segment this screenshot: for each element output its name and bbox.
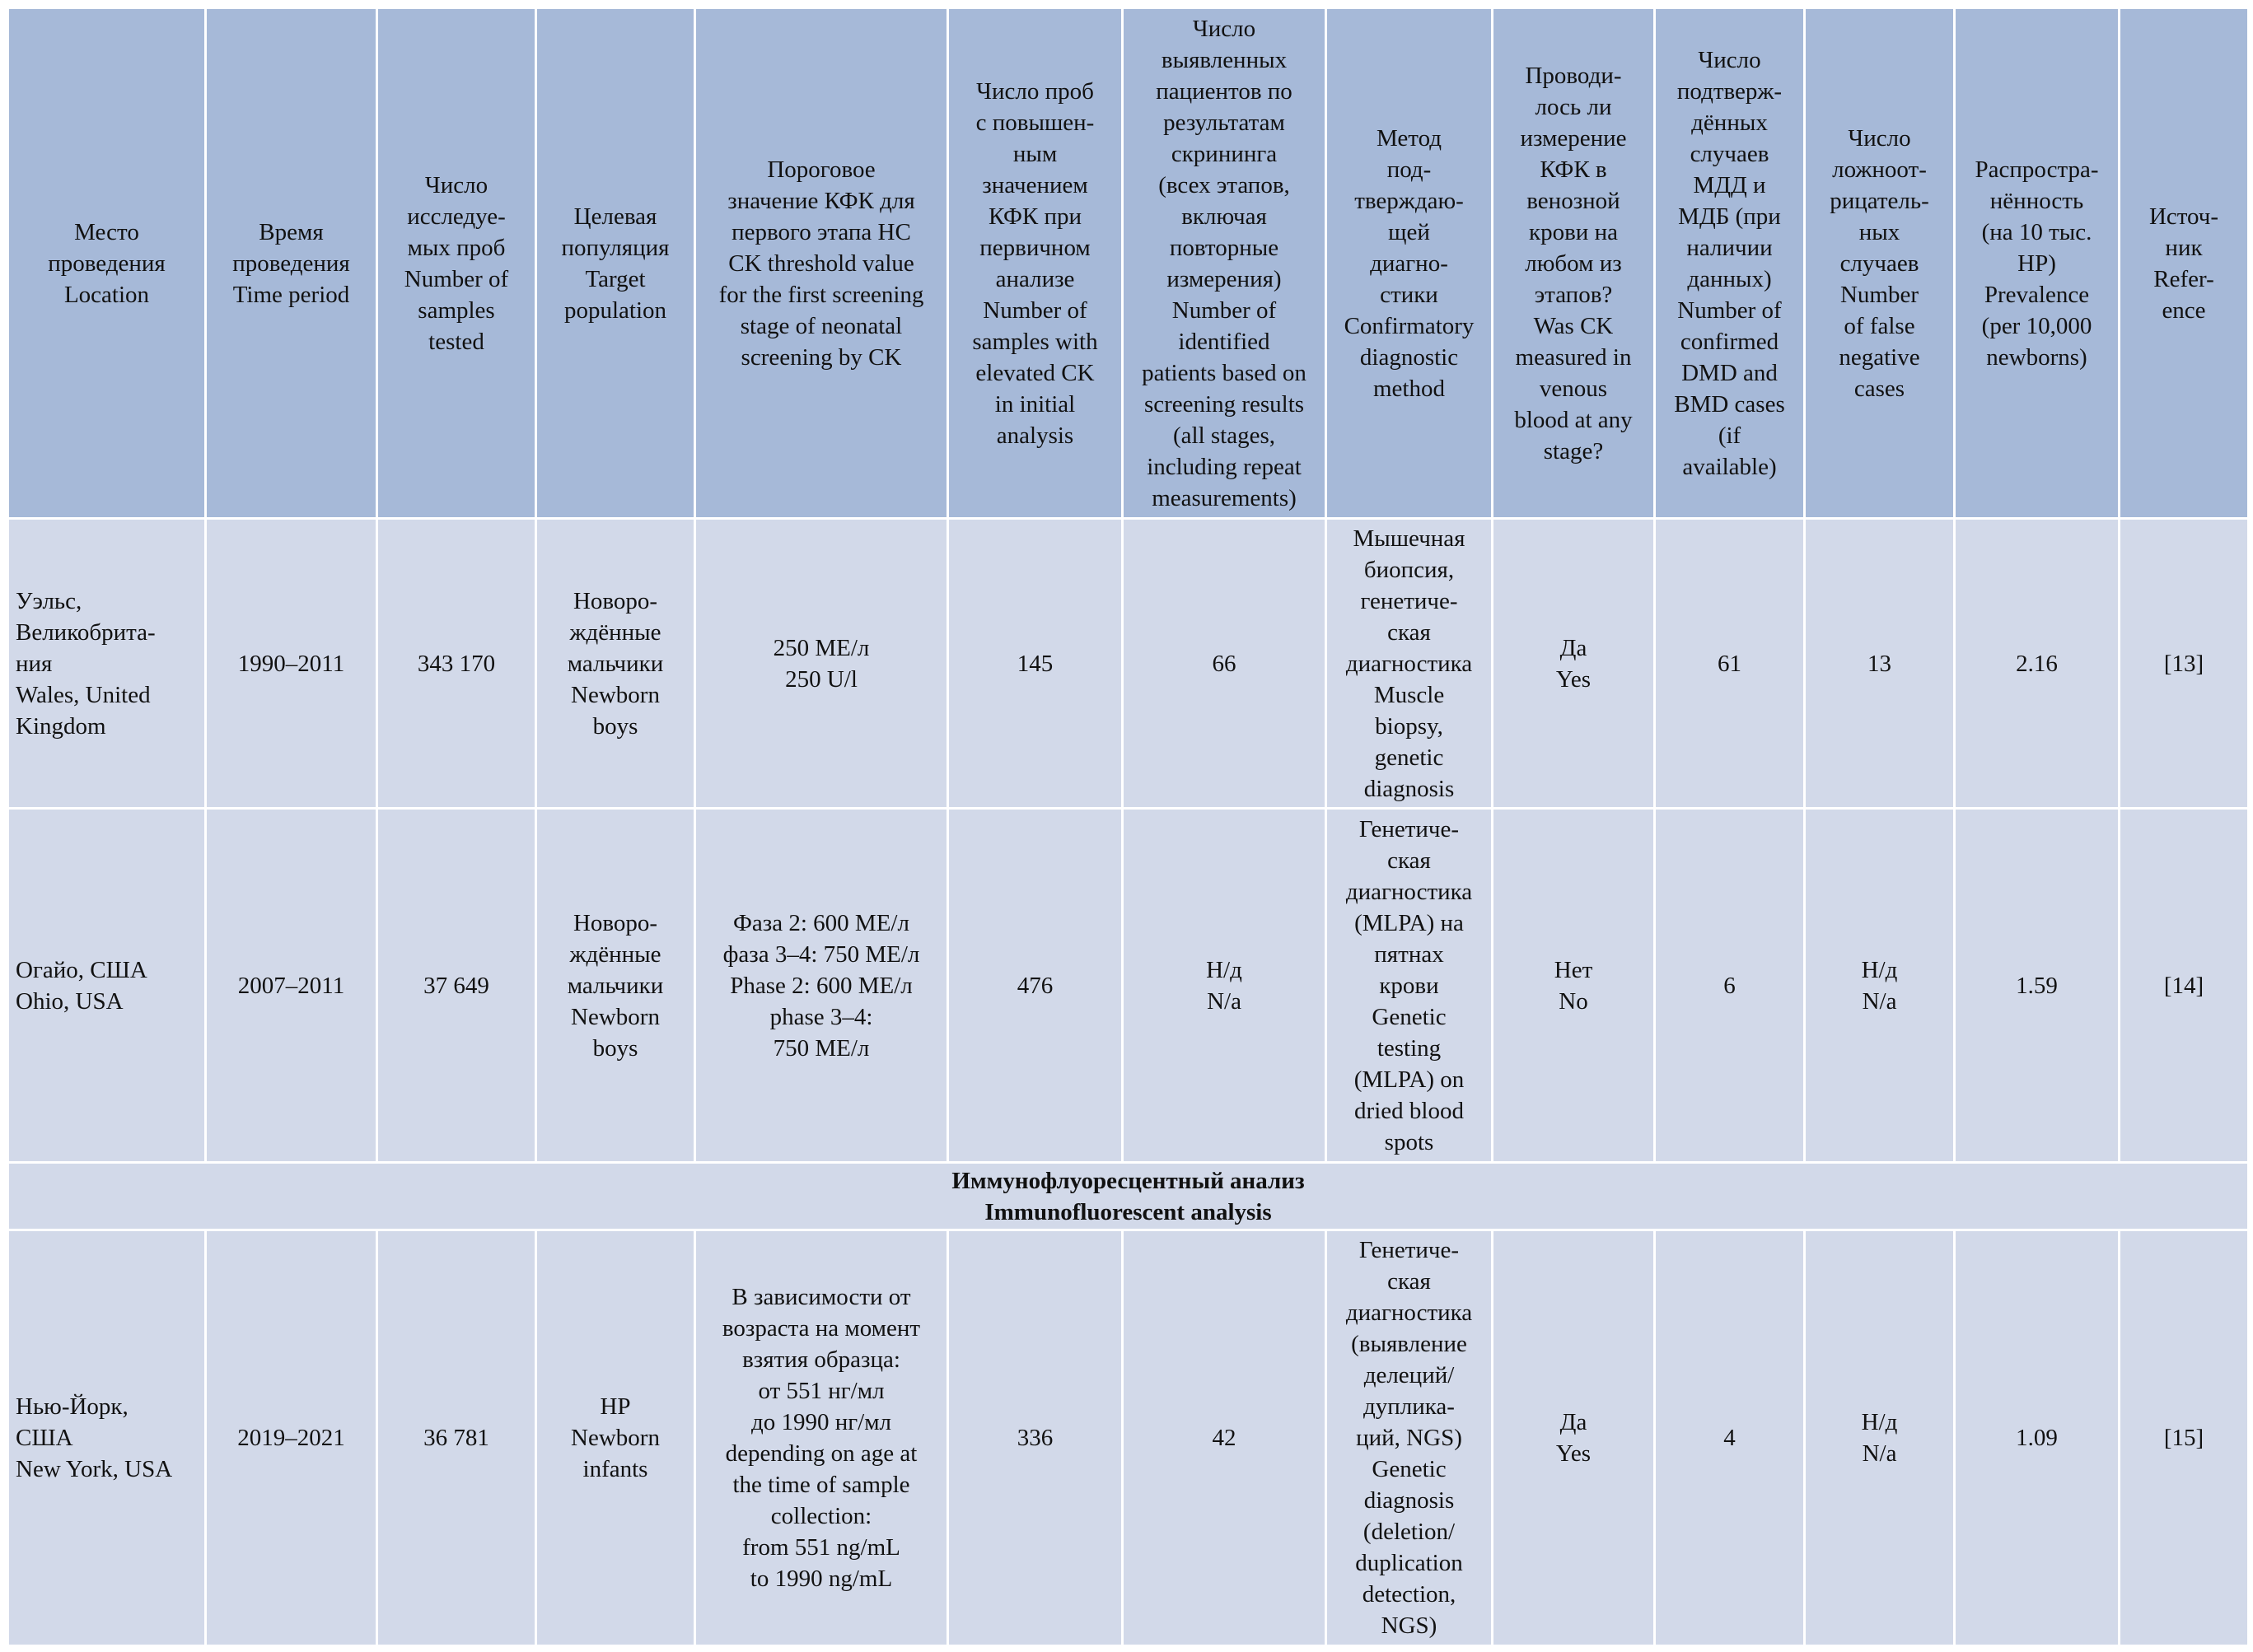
cell-false-negative: 13 <box>1805 519 1955 809</box>
header-confirmed-cases: Число подтверж- дённых случаев МДД и МДБ (при наличии данных) Number of confirmed DMD and BMD cases (if available) <box>1655 8 1805 519</box>
data-table-container <box>7 7 2247 1647</box>
header-elevated-ck: Число проб с повышен- ным значением КФК при первичном анализе Number of samples with elevated CK in initial analysis <box>948 8 1123 519</box>
cell-elevated: 145 <box>948 519 1123 809</box>
cell-identified: Н/д N/a <box>1123 809 1326 1163</box>
header-venous-ck: Проводи- лось ли измерение КФК в венозной крови на любом из этапов? Was CK measured in venous blood at any stage? <box>1493 8 1655 519</box>
header-row <box>8 8 2249 519</box>
header-time-period: Время проведения Time period <box>206 8 377 519</box>
cell-venous: Нет No <box>1493 809 1655 1163</box>
cell-reference: [13] <box>2120 519 2249 809</box>
section-header-row <box>8 1163 2249 1230</box>
table-row <box>8 519 2249 809</box>
cell-threshold: В зависимости от возраста на момент взятия образца: от 551 нг/мл до 1990 нг/мл depending on age at the time of sample collection: from 551 ng/mL to 1990 ng/mL <box>695 1230 948 1646</box>
screening-table <box>7 7 2250 1647</box>
cell-threshold: 250 МЕ/л 250 U/l <box>695 519 948 809</box>
cell-confirmed: 61 <box>1655 519 1805 809</box>
cell-confirmed: 6 <box>1655 809 1805 1163</box>
cell-venous: Да Yes <box>1493 1230 1655 1646</box>
cell-identified: 42 <box>1123 1230 1326 1646</box>
header-false-negatives: Число ложноот- рицатель- ных случаев Number of false negative cases <box>1805 8 1955 519</box>
cell-samples: 343 170 <box>377 519 536 809</box>
cell-samples: 36 781 <box>377 1230 536 1646</box>
header-identified-patients: Число выявленных пациентов по результатам скрининга (всех этапов, включая повторные измерения) Number of identified patients based on screening results (all stages, including repeat measurements) <box>1123 8 1326 519</box>
header-location: Место проведения Location <box>8 8 206 519</box>
cell-period: 1990–2011 <box>206 519 377 809</box>
cell-location: Нью-Йорк, США New York, USA <box>8 1230 206 1646</box>
cell-false-negative: Н/д N/a <box>1805 809 1955 1163</box>
cell-method: Генетиче- ская диагностика (MLPA) на пятнах крови Genetic testing (MLPA) on dried blood spots <box>1326 809 1493 1163</box>
header-reference: Источ- ник Refer- ence <box>2120 8 2249 519</box>
table-row <box>8 809 2249 1163</box>
cell-reference: [14] <box>2120 809 2249 1163</box>
cell-elevated: 476 <box>948 809 1123 1163</box>
header-samples-tested: Число исследуе- мых проб Number of samples tested <box>377 8 536 519</box>
cell-false-negative: Н/д N/a <box>1805 1230 1955 1646</box>
cell-venous: Да Yes <box>1493 519 1655 809</box>
header-prevalence: Распростра- нённость (на 10 тыс. НР) Prevalence (per 10,000 newborns) <box>1955 8 2120 519</box>
cell-reference: [15] <box>2120 1230 2249 1646</box>
cell-population: НР Newborn infants <box>536 1230 695 1646</box>
cell-period: 2007–2011 <box>206 809 377 1163</box>
cell-confirmed: 4 <box>1655 1230 1805 1646</box>
cell-method: Мышечная биопсия, генетиче- ская диагностика Muscle biopsy, genetic diagnosis <box>1326 519 1493 809</box>
cell-identified: 66 <box>1123 519 1326 809</box>
cell-prevalence: 1.59 <box>1955 809 2120 1163</box>
cell-population: Новоро- ждённые мальчики Newborn boys <box>536 809 695 1163</box>
cell-samples: 37 649 <box>377 809 536 1163</box>
cell-location: Огайо, США Ohio, USA <box>8 809 206 1163</box>
header-target-population: Целевая популяция Target population <box>536 8 695 519</box>
header-confirmatory-method: Метод под- тверждаю- щей диагно- стики Confirmatory diagnostic method <box>1326 8 1493 519</box>
header-ck-threshold: Пороговое значение КФК для первого этапа НС CK threshold value for the first screening stage of neonatal screening by CK <box>695 8 948 519</box>
cell-period: 2019–2021 <box>206 1230 377 1646</box>
cell-elevated: 336 <box>948 1230 1123 1646</box>
cell-prevalence: 2.16 <box>1955 519 2120 809</box>
cell-threshold: Фаза 2: 600 МЕ/л фаза 3–4: 750 МЕ/л Phase 2: 600 МЕ/л phase 3–4: 750 МЕ/л <box>695 809 948 1163</box>
cell-location: Уэльс, Великобрита- ния Wales, United Kingdom <box>8 519 206 809</box>
cell-method: Генетиче- ская диагностика (выявление делеций/ дуплика- ций, NGS) Genetic diagnosis (deletion/ duplication detection, NGS) <box>1326 1230 1493 1646</box>
table-row <box>8 1230 2249 1646</box>
section-title: Иммунофлуоресцентный анализ Immunofluorescent analysis <box>8 1163 2249 1230</box>
cell-population: Новоро- ждённые мальчики Newborn boys <box>536 519 695 809</box>
cell-prevalence: 1.09 <box>1955 1230 2120 1646</box>
